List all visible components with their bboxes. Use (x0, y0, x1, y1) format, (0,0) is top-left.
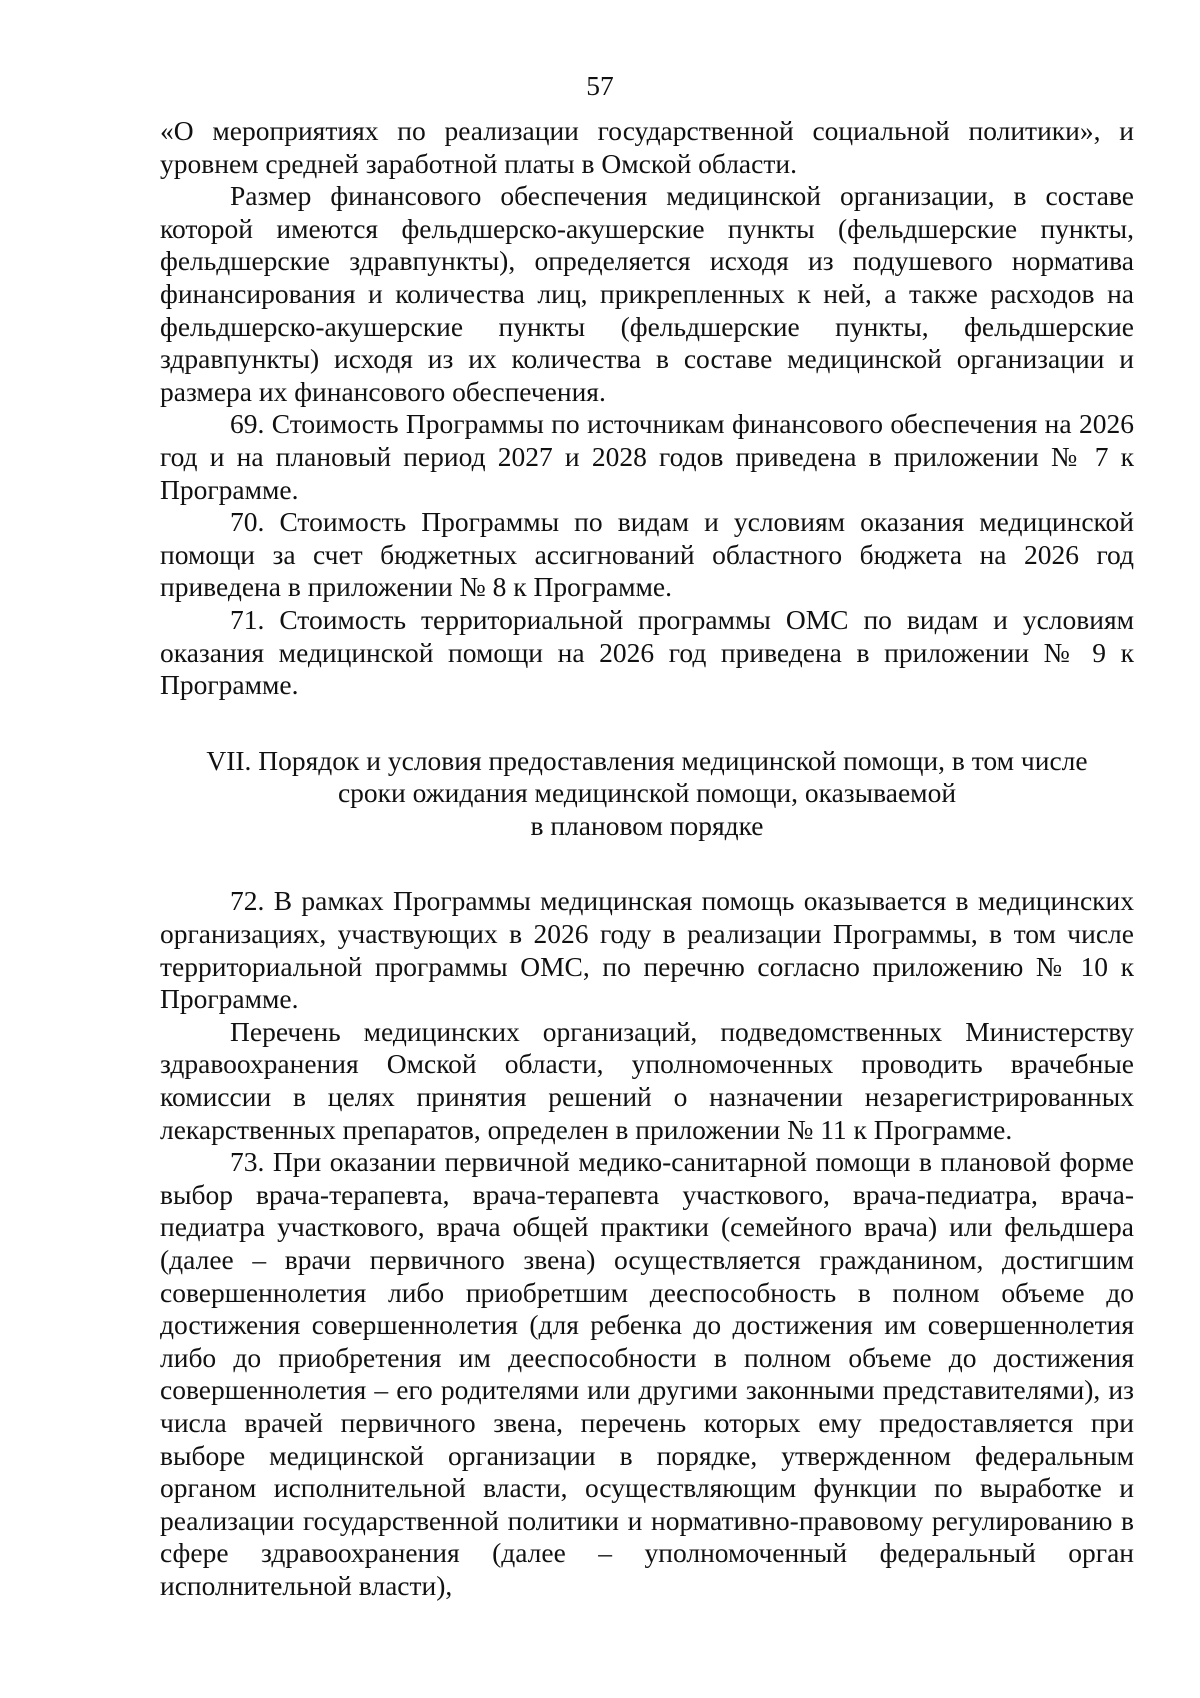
paragraph-cont: «О мероприятиях по реализации государственной социальной политики», и уровнем средней заработной платы в Омской области. (160, 115, 1134, 179)
document-body (160, 115, 1134, 1603)
page-number: 57 (586, 70, 614, 101)
paragraph-size: Размер финансового обеспечения медицинской организации, в составе которой имеются фельдшерско-акушерские пункты (фельдшерские пункты, фельдшерские здравпункты), определяется исходя из подушевого норматива финансирования и количества лиц, прикрепленных к ней, а также расходов на фельдшерско-акушерские пункты (фельдшерские пункты, фельдшерские здравпункты) исходя из их количества в составе медицинской организации и размера их финансового обеспечения. (160, 180, 1134, 407)
section-heading (160, 745, 1134, 843)
section-heading-line: в плановом порядке (530, 809, 764, 841)
paragraph-73: 73. При оказании первичной медико-санитарной помощи в плановой форме выбор врача-терапевта, врача-терапевта участкового, врача-педиатра, врача-педиатра участкового, врача общей практики (семейного врача) или фельдшера (далее – врачи первичного звена) осуществляется гражданином, достигшим совершеннолетия либо приобретшим дееспособность в полном объеме до достижения совершеннолетия (для ребенка до достижения им совершеннолетия либо до приобретения им дееспособности в полном объеме до достижения совершеннолетия – его родителями или другими законными представителями), из числа врачей первичного звена, перечень которых ему предоставляется при выборе медицинской организации в порядке, утвержденном федеральным органом исполнительной власти, осуществляющим функции по выработке и реализации государственной политики и нормативно-правовому регулированию в сфере здравоохранения (далее – уполномоченный федеральный орган исполнительной власти), (160, 1146, 1134, 1601)
section-heading-line: сроки ожидания медицинской помощи, оказываемой (337, 777, 957, 809)
paragraph-72: 72. В рамках Программы медицинская помощь оказывается в медицинских организациях, участвующих в 2026 году в реализации Программы, в том числе территориальной программы ОМС, по перечню согласно приложению № 10 к Программе. (160, 885, 1134, 1015)
paragraphs-top (160, 115, 1134, 702)
paragraphs-bottom (160, 885, 1134, 1602)
paragraph-71: 71. Стоимость территориальной программы ОМС по видам и условиям оказания медицинской помощи на 2026 год приведена в приложении № 9 к Программе. (160, 603, 1134, 701)
section-heading-line: VII. Порядок и условия предоставления медицинской помощи, в том числе (206, 744, 1088, 776)
paragraph-69: 69. Стоимость Программы по источникам финансового обеспечения на 2026 год и на плановый период 2027 и 2028 годов приведена в приложении № 7 к Программе. (160, 408, 1134, 505)
paragraph-70: 70. Стоимость Программы по видам и условиям оказания медицинской помощи за счет бюджетных ассигнований областного бюджета на 2026 год приведена в приложении № 8 к Программе. (160, 506, 1134, 603)
paragraph-list: Перечень медицинских организаций, подведомственных Министерству здравоохранения Омской области, уполномоченных проводить врачебные комиссии в целях принятия решений о назначении незарегистрированных лекарственных препаратов, определен в приложении № 11 к Программе. (160, 1015, 1134, 1145)
